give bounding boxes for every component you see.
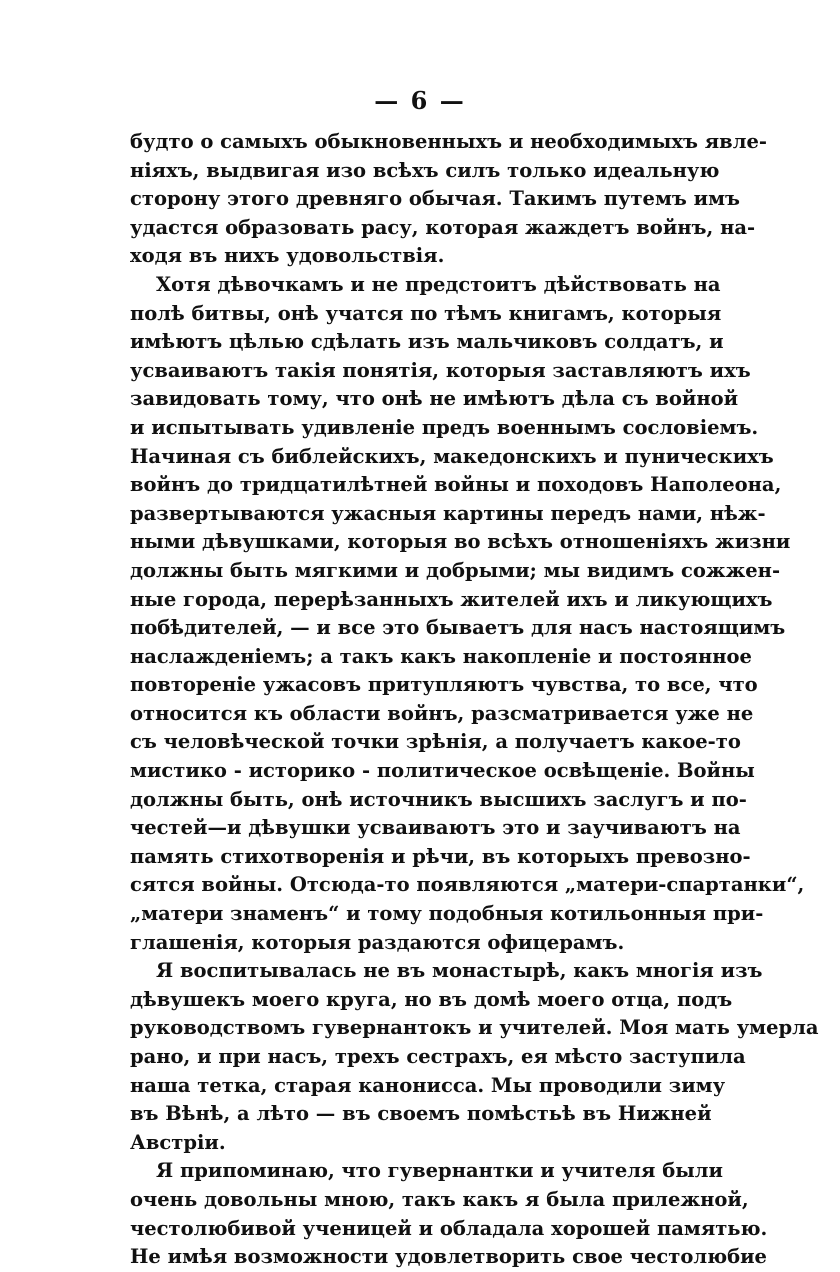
text-line: относится къ области войнъ, разсматривается уже не [130,701,754,725]
paragraph [130,128,767,271]
text-line: Австріи. [130,1130,226,1154]
text-line: „матери знаменъ“ и тому подобныя котильонныя при- [130,902,764,926]
text-line: сторону этого древняго обычая. Такимъ путемъ имъ [130,187,740,211]
text-line: очень довольны мною, такъ какъ я была прилежной, [130,1187,749,1211]
text-line: руководствомъ гувернантокъ и учителей. Моя мать умерла [130,1016,819,1040]
text-line: Начиная съ библейскихъ, македонскихъ и пуническихъ [130,444,774,468]
page-number: — 6 — [374,86,466,115]
body-text [130,128,819,1272]
text-line: и испытывать удивленіе предъ военнымъ сословіемъ. [130,415,759,439]
text-line: Не имѣя возможности удовлетворить свое честолюбие [130,1245,767,1269]
text-line: Хотя дѣвочкамъ и не предстоитъ дѣйствовать на [156,272,721,296]
paragraph [130,271,805,957]
text-line: Я припоминаю, что гувернантки и учителя были [156,1159,723,1183]
text-line: будто о самыхъ обыкновенныхъ и необходимыхъ явле- [130,130,767,153]
text-line: честолюбивой ученицей и обладала хорошей памятью. [130,1216,768,1240]
text-line: честей—и дѣвушки усваиваютъ это и заучиваютъ на [130,816,741,840]
text-line: ными дѣвушками, которыя во всѣхъ отношеніяхъ жизни [130,530,791,554]
text-line: должны быть, онѣ источникъ высшихъ заслугъ и по- [130,787,747,811]
text-line: войнъ до тридцатилѣтней войны и походовъ Наполеона, [130,473,782,497]
text-line: имѣютъ цѣлью сдѣлать изъ мальчиковъ солдатъ, и [130,330,724,354]
text-line: мистико - историко - политическое освѣщеніе. Войны [130,759,755,783]
text-line: наша тетка, старая канонисса. Мы проводили зиму [130,1073,726,1097]
text-line: ходя въ нихъ удовольствія. [130,244,445,268]
text-line: въ Вѣнѣ, а лѣто — въ своемъ помѣстьѣ въ Нижней [130,1102,712,1126]
text-line: Я воспитывалась не въ монастырѣ, какъ многія изъ [156,959,763,983]
text-line: дѣвушекъ моего круга, но въ домѣ моего отца, подъ [130,987,733,1011]
text-line: память стихотворенія и рѣчи, въ которыхъ превозно- [130,844,751,868]
text-line: завидовать тому, что онѣ не имѣютъ дѣла съ войной [130,387,739,411]
text-line: рано, и при насъ, трехъ сестрахъ, ея мѣсто заступила [130,1045,746,1068]
text-line: побѣдителей, — и все это бываетъ для насъ настоящимъ [130,616,786,640]
text-line: развертываются ужасныя картины передъ нами, нѣж- [130,501,766,525]
text-line: ные города, перерѣзанныхъ жителей ихъ и ликующихъ [130,587,773,611]
text-line: должны быть мягкими и добрыми; мы видимъ сожжен- [130,558,781,582]
text-line: усваиваютъ такія понятія, которыя заставляютъ ихъ [130,358,751,382]
text-line: съ человѣческой точки зрѣнія, а получаетъ какое-то [130,730,741,754]
paragraph [130,957,819,1157]
text-line: ніяхъ, выдвигая изо всѣхъ силъ только идеальную [130,158,720,182]
text-line: удастся образовать расу, которая жаждетъ войнъ, на- [130,215,756,239]
text-line: сятся войны. Отсюда-то появляются „матери-спартанки“, [130,873,805,897]
text-line: наслажденіемъ; а такъ какъ накопленіе и постоянное [130,644,752,668]
text-line: полѣ битвы, онѣ учатся по тѣмъ книгамъ, которыя [130,301,722,325]
text-line: повтореніе ужасовъ притупляютъ чувства, то все, что [130,673,758,697]
paragraph [130,1157,768,1271]
text-line: глашенія, которыя раздаются офицерамъ. [130,930,625,954]
